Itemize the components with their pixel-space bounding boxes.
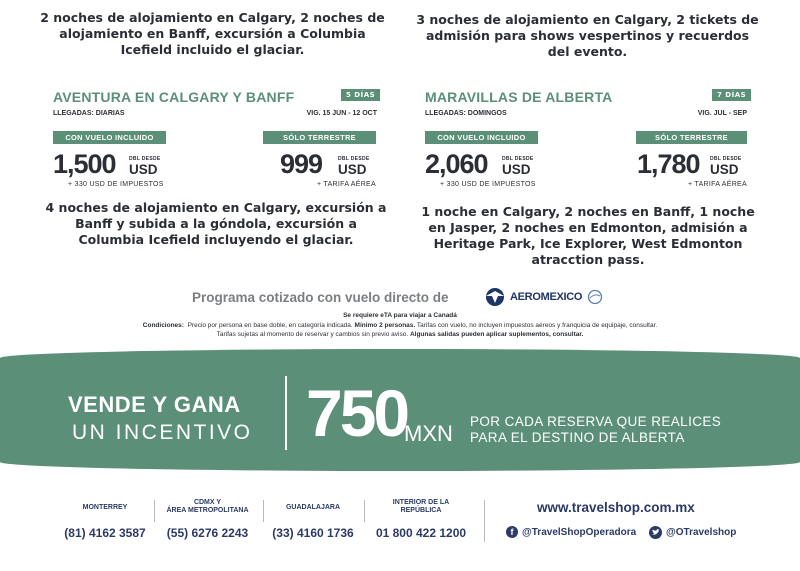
conditions-label: Condiciones: <box>142 322 184 329</box>
contact-phone-cdmx[interactable]: (55) 6276 2243 <box>166 526 249 540</box>
contact-phone-interior[interactable]: 01 800 422 1200 <box>375 526 467 540</box>
price-unit-label: DBL DESDE <box>129 156 161 162</box>
program-text: Programa cotizado con vuelo directo de <box>192 290 449 305</box>
facebook-handle: @TravelShopOperadora <box>522 526 637 538</box>
contact-city-interior <box>366 499 476 515</box>
twitter-link[interactable] <box>649 526 736 539</box>
with-flight-band: CON VUELO INCLUIDO <box>425 131 538 144</box>
airline-logo <box>483 287 603 307</box>
arrivals-text: LLEGADAS: DIARIAS <box>53 110 125 117</box>
package-description: 1 noche en Calgary, 2 noches en Banff, 1 noche en Jasper, 2 noches en Edmonton, admisión a Heritage Park, Ice Explorer, West Edmonton atracction pass. <box>421 204 755 267</box>
conditions-line2-text: Tarifas sujetas al momento de reservar y cambios sin previo aviso. <box>216 331 409 338</box>
currency-label: USD <box>502 162 531 177</box>
facebook-icon: f <box>506 526 518 538</box>
currency-label: USD <box>338 162 367 177</box>
arrivals-text: LLEGADAS: DOMINGOS <box>425 110 507 117</box>
contact-phone-guadalajara[interactable]: (33) 4160 1736 <box>272 526 354 540</box>
facebook-link[interactable] <box>506 526 636 538</box>
validity-text: VIG. JUL - SEP <box>697 110 747 117</box>
contact-phone-monterrey[interactable]: (81) 4162 3587 <box>64 526 146 540</box>
contact-city-cdmx-line1: CDMX Y <box>193 499 222 506</box>
airline-name: AEROMEXICO <box>510 291 583 303</box>
package-title: MARAVILLAS DE ALBERTA <box>425 89 613 105</box>
package-title: AVENTURA EN CALGARY Y BANFF <box>53 89 295 105</box>
days-badge: 7 DÍAS <box>712 89 751 101</box>
land-only-band: SÓLO TERRESTRE <box>263 131 376 144</box>
conditions-min: Mínimo 2 personas. <box>354 322 416 329</box>
days-badge: 5 DÍAS <box>341 89 380 101</box>
with-flight-taxes: + 330 USD DE IMPUESTOS <box>440 181 536 188</box>
conditions-line1 <box>0 322 800 329</box>
with-flight-price: 2,060 <box>425 149 488 179</box>
land-only-price: 999 <box>280 149 323 179</box>
contact-city-cdmx <box>155 499 260 515</box>
promo-line1: VENDE Y GANA <box>68 392 241 417</box>
conditions-line2 <box>0 331 800 338</box>
conditions-rest: Tarifas con vuelo, no incluyen impuestos aéreos y franquicia de equipaje, consultar. <box>416 322 658 329</box>
aeromexico-eagle-icon <box>483 287 507 307</box>
eta-note: Se requiere eTA para viajar a Canadá <box>343 312 457 319</box>
contact-city-interior-line1: INTERIOR DE LA <box>392 499 450 506</box>
with-flight-taxes: + 330 USD DE IMPUESTOS <box>68 181 164 188</box>
land-only-extra: + TARIFA AÉREA <box>317 181 376 188</box>
with-flight-band: CON VUELO INCLUIDO <box>53 131 166 144</box>
contact-city-interior-line2: REPÚBLICA <box>400 507 442 514</box>
promo-detail1: POR CADA RESERVA QUE REALICES <box>470 414 722 429</box>
divider <box>484 500 485 542</box>
with-flight-price: 1,500 <box>53 149 116 179</box>
promo-amount: 750 <box>306 376 408 450</box>
validity-text: VIG. 15 JUN - 12 OCT <box>306 110 377 117</box>
promo-currency: MXN <box>404 421 453 446</box>
twitter-icon <box>649 526 662 539</box>
land-only-price: 1,780 <box>637 149 700 179</box>
promo-line2: UN INCENTIVO <box>72 421 253 444</box>
land-only-band: SÓLO TERRESTRE <box>636 131 747 144</box>
conditions-text: Precio por persona en base doble, en categoría indicada. <box>187 322 353 329</box>
land-only-extra: + TARIFA AÉREA <box>688 181 747 188</box>
top-left-description: 2 noches de alojamiento en Calgary, 2 noches de alojamiento en Banff, excursión a Columbia Icefield incluido el glaciar. <box>40 10 385 57</box>
currency-label: USD <box>129 162 158 177</box>
conditions-line2-bold: Algunas salidas pueden aplicar suplementos, consultar. <box>409 331 584 338</box>
price-unit-label: DBL DESDE <box>338 156 370 162</box>
divider <box>364 500 365 522</box>
skyteam-icon <box>587 289 603 305</box>
package-description: 4 noches de alojamiento en Calgary, excursión a Banff y subida a la góndola, excursión a Columbia Icefield incluyendo el glaciar. <box>45 200 387 247</box>
top-right-description: 3 noches de alojamiento en Calgary, 2 tickets de admisión para shows vespertinos y recuerdos del evento. <box>416 12 759 59</box>
website-link[interactable]: www.travelshop.com.mx <box>537 500 695 515</box>
price-unit-label: DBL DESDE <box>710 156 742 162</box>
contact-city-guadalajara: GUADALAJARA <box>285 504 341 511</box>
currency-label: USD <box>710 162 739 177</box>
contact-city-cdmx-line2: ÁREA METROPOLITANA <box>166 507 249 514</box>
promo-divider <box>285 376 287 450</box>
price-unit-label: DBL DESDE <box>502 156 534 162</box>
twitter-handle: @OTravelshop <box>666 527 737 538</box>
promo-detail2: PARA EL DESTINO DE ALBERTA <box>470 430 685 445</box>
contact-city-monterrey: MONTERREY <box>82 504 128 511</box>
